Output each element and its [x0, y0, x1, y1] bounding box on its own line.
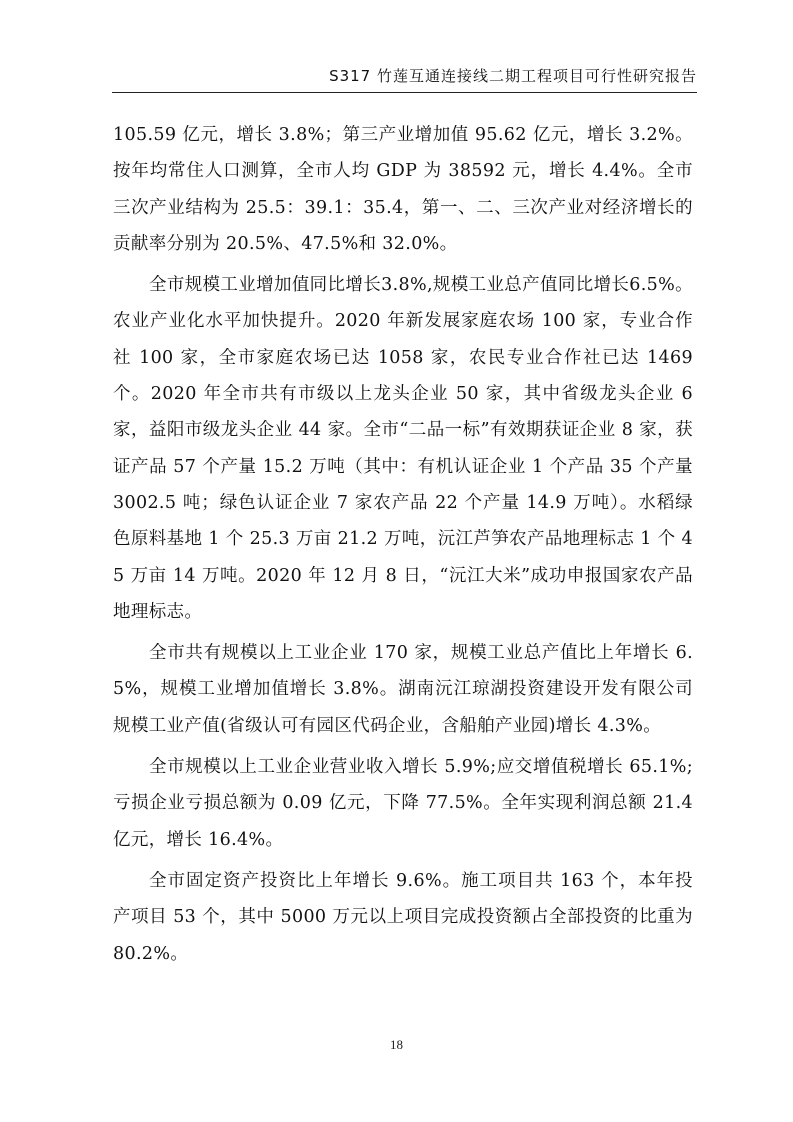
page-header	[112, 62, 697, 93]
body-text	[113, 117, 693, 977]
paragraph-agriculture: 全市规模工业增加值同比增长3.8%,规模工业总产值同比增长6.5%。农业产业化水平加快提升。2020 年新发展家庭农场 100 家，专业合作社 100 家，全市家庭农场已达 1058 家，农民专业合作社已达 1469 个。2020 年全市共有市级以上龙头企业 50 家，其中省级龙头企业 6 家，益阳市级龙头企业 44 家。全市“二品一标”有效期获证企业 8 家，获证产品 57 个产量 15.2 万吨（其中：有机认证企业 1 个产品 35 个产量 3002.5 吨；绿色认证企业 7 家农产品 22 个产量 14.9 万吨）。水稻绿色原料基地 1 个 25.3 万亩 21.2 万吨，沅江芦笋农产品地理标志 1 个 45 万亩 14 万吨。2020 年 12 月 8 日，“沅江大米”成功申报国家农产品地理标志。	[113, 275, 693, 622]
paragraph-industrial-revenue: 全市规模以上工业企业营业收入增长 5.9%;应交增值税增长 65.1%;亏损企业亏损总额为 0.09 亿元，下降 77.5%。全年实现利润总额 21.4 亿元，增长 16.4%。	[113, 757, 693, 850]
document-title: S317 竹莲互通连接线二期工程项目可行性研究报告	[329, 67, 697, 85]
paragraph-gdp-structure: 105.59 亿元，增长 3.8%；第三产业增加值 95.62 亿元，增长 3.2%。按年均常住人口测算，全市人均 GDP 为 38592 元，增长 4.4%。全市三次产业结构为 25.5：39.1：35.4，第一、二、三次产业对经济增长的贡献率分别为 20.5%、47.5%和 32.0%。	[113, 125, 693, 254]
paragraph-fixed-investment: 全市固定资产投资比上年增长 9.6%。施工项目共 163 个，本年投产项目 53 个，其中 5000 万元以上项目完成投资额占全部投资的比重为 80.2%。	[113, 870, 693, 964]
paragraph-industrial-enterprises: 全市共有规模以上工业企业 170 家，规模工业总产值比上年增长 6.5%，规模工业增加值增长 3.8%。湖南沅江琼湖投资建设开发有限公司规模工业产值(省级认可有园区代码企业，含船舶产业园)增长 4.3%。	[113, 643, 693, 736]
page-number: 18	[390, 1037, 403, 1052]
